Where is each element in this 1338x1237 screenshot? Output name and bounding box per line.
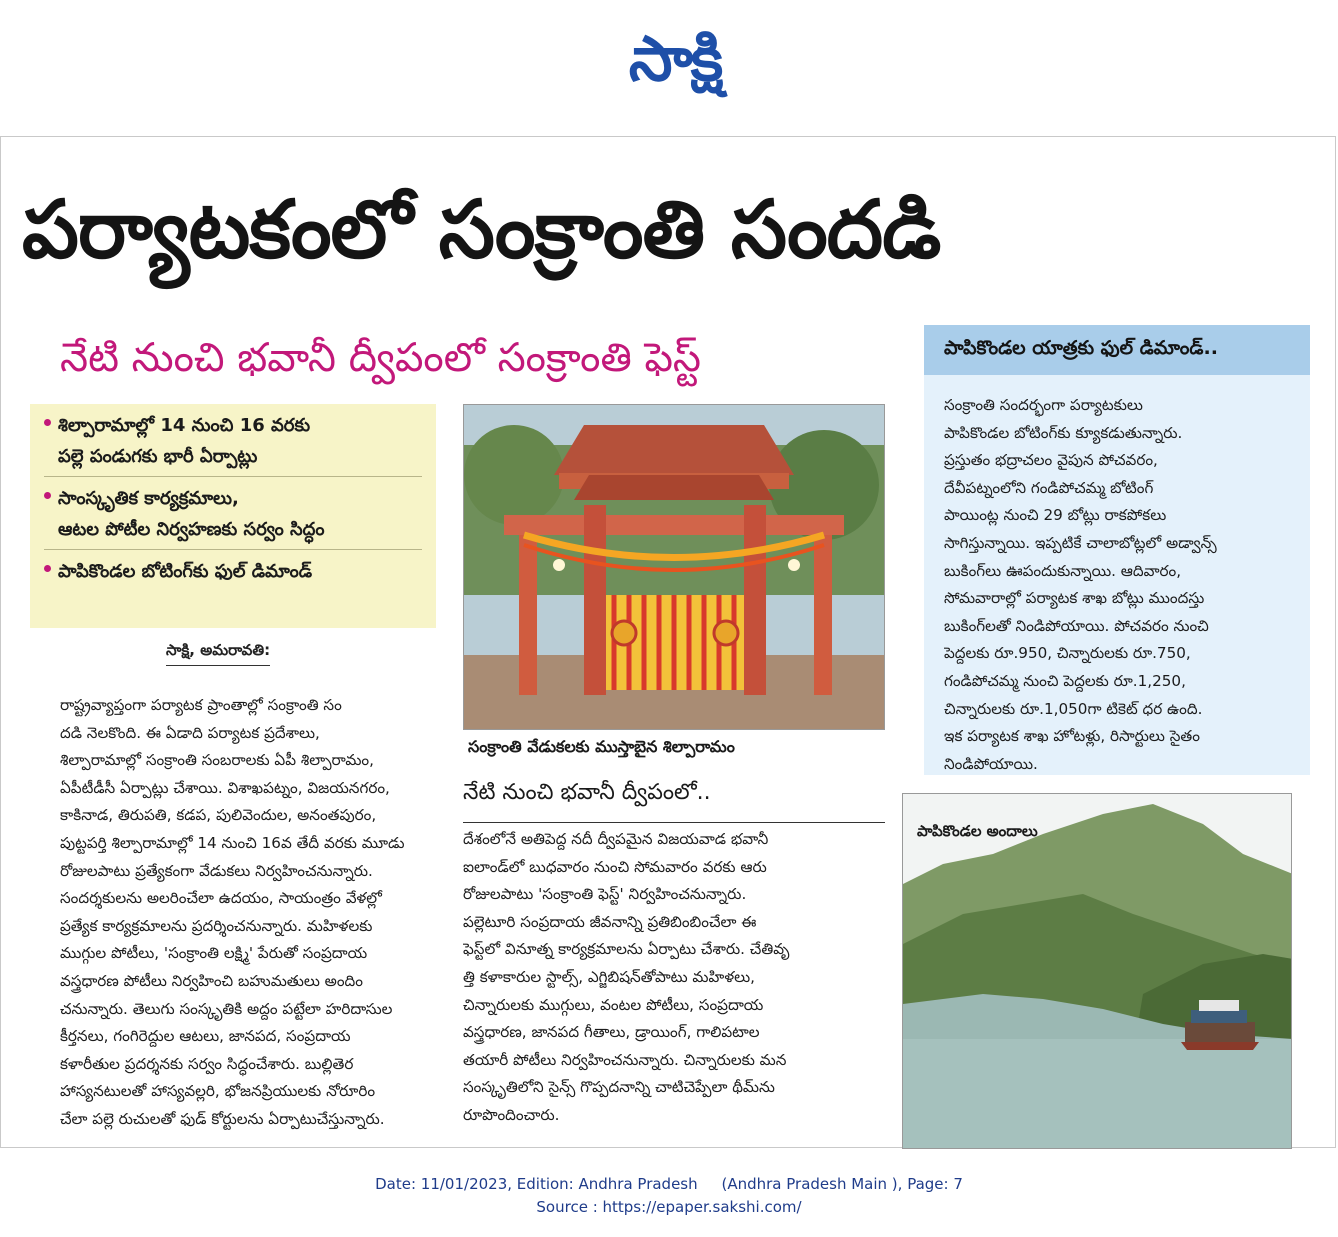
sidebar-line: బుకింగ్‌లతో నిండిపోయాయి. పోచవరం నుంచి [944, 616, 1209, 635]
article-line: సంస్కృతిలోని సైన్స్ గొప్పదనాన్ని చాటిచెప్పేలా థీమ్‌ను [463, 1078, 775, 1097]
sidebar-line: పాపికొండల బోటింగ్‌కు క్యూకడుతున్నారు. [944, 423, 1183, 442]
highlight-item [44, 483, 422, 550]
sidebar-title: పాపికొండల యాత్రకు ఫుల్ డిమాండ్.. [944, 337, 1218, 359]
byline: సాక్షి, అమరావతి: [166, 641, 270, 666]
article-line: ముగ్గుల పోటీలు, 'సంక్రాంతి లక్ష్మి' పేరుతో సంప్రదాయ [60, 944, 368, 963]
sidebar-line: దేవీపట్నంలోని గండిపోచమ్మ బోటింగ్ [944, 478, 1154, 497]
highlight-item [44, 410, 422, 477]
shilparamam-gate-photo [463, 404, 885, 730]
article-line: రోజులపాటు ప్రత్యేకంగా వేడుకలు నిర్వహించనున్నారు. [60, 861, 373, 880]
article-line: వస్త్రధారణ పోటీలు నిర్వహించి బహుమతులు అందిం [60, 971, 363, 990]
highlights-box [30, 404, 436, 628]
sidebar-header [924, 325, 1310, 375]
article-line: దేశంలోనే అతిపెద్ద నదీ ద్వీపమైన విజయవాడ భవానీ [463, 830, 769, 848]
main-article-body [60, 692, 436, 1134]
sidebar-line: ప్రస్తుతం భద్రాచలం వైపున పోచవరం, [944, 451, 1158, 470]
article-line: శిల్పారామాల్లో సంక్రాంతి సంబరాలకు ఏపీ శిల్పారామం, [60, 751, 374, 770]
highlight-line: పాపికొండల బోటింగ్‌కు ఫుల్ డిమాండ్ [58, 561, 313, 582]
article-line: దడి నెలకొంది. ఈ ఏడాది పర్యాటక ప్రదేశాలు, [60, 723, 320, 742]
article-line: ప్రత్యేక కార్యక్రమాలను ప్రదర్శించనున్నారు. మహిళలకు [60, 916, 373, 935]
article-line: త్తి కళాకారుల స్టాల్స్, ఎగ్జిబిషన్‌తోపాటు మహిళలు, [463, 967, 755, 986]
sidebar-line: పెద్దలకు రూ.950, చిన్నారులకు రూ.750, [944, 644, 1191, 663]
sidebar-body [944, 392, 1274, 778]
article-line: చేలా పల్లె రుచులతో ఫుడ్ కోర్టులను ఏర్పాటుచేస్తున్నారు. [60, 1109, 385, 1128]
article-line: ఏపీటీడీసీ ఏర్పాట్లు చేశాయి. విశాఖపట్నం, విజయనగరం, [60, 778, 390, 797]
article-line: కాకినాడ, తిరుపతి, కడప, పులివెందుల, అనంతపురం, [60, 806, 377, 825]
article-line: రూపొందించారు. [463, 1105, 560, 1124]
highlight-line: పల్లె పండుగకు భారీ ఏర్పాట్లు [58, 446, 258, 467]
sidebar-line: చిన్నారులకు రూ.1,050గా టికెట్ ధర ఉంది. [944, 699, 1203, 718]
article-line: ఐలాండ్‌లో బుధవారం నుంచి సోమవారం వరకు ఆరు [463, 857, 767, 876]
article-line: సందర్శకులను అలరించేలా ఉదయం, సాయంత్రం వేళల్లో [60, 889, 382, 908]
article-line: కళారీతుల ప్రదర్శనకు సర్వం సిద్ధంచేశారు. బుల్లితెర [60, 1054, 354, 1073]
article-line: చిన్నారులకు ముగ్గులు, వంటల పోటీలు, సంప్రదాయ [463, 995, 764, 1014]
article-line: తయారీ పోటీలు నిర్వహించనున్నారు. చిన్నారులకు మన [463, 1050, 787, 1069]
article-line: రాష్ట్రవ్యాప్తంగా పర్యాటక ప్రాంతాల్లో సంక్రాంతి సం [60, 696, 342, 714]
bullet-icon [44, 419, 51, 426]
gate-photo-caption: సంక్రాంతి వేడుకలకు ముస్తాబైన శిల్పారామం [468, 737, 735, 756]
bullet-icon [44, 565, 51, 572]
sidebar-line: బుకింగ్‌లు ఊపందుకున్నాయి. ఆదివారం, [944, 561, 1182, 580]
hills-illustration [903, 794, 1292, 1149]
article-line: చనున్నారు. తెలుగు సంస్కృతికి అద్దం పట్టేలా హరిదాసుల [60, 999, 393, 1018]
article-line: ఫెస్ట్‌లో వినూత్న కార్యక్రమాలను ఏర్పాటు చేశారు. చేతివృ [463, 940, 790, 959]
papikondalu-photo [902, 793, 1292, 1149]
bullet-icon [44, 492, 51, 499]
subheadline: నేటి నుంచి భవానీ ద్వీపంలో సంక్రాంతి ఫెస్ట్ [60, 335, 701, 381]
footer-date-edition: Date: 11/01/2023, Edition: Andhra Pradesh (Andhra Pradesh Main ), Page: 7 [375, 1175, 963, 1193]
gate-illustration [464, 405, 885, 730]
second-article-body [463, 826, 885, 1130]
sidebar-line: ఇక పర్యాటక శాఖ హోటళ్లు, రిసార్టులు సైతం [944, 727, 1200, 746]
sidebar-line: నిండిపోయాయి. [944, 754, 1038, 773]
sidebar-line: గండిపోచమ్మ నుంచి పెద్దలకు రూ.1,250, [944, 671, 1186, 690]
sidebar-line: సాగిస్తున్నాయి. ఇప్పటికే చాలాబోట్లలో అడ్వాన్స్ [944, 533, 1217, 552]
article-line: పల్లెటూరి సంప్రదాయ జీవనాన్ని ప్రతిబింబించేలా ఈ [463, 912, 757, 931]
article-line: పుట్టపర్తి శిల్పారామాల్లో 14 నుంచి 16వ తేదీ వరకు మూడు [60, 833, 405, 852]
article-line: రోజులపాటు 'సంక్రాంతి ఫెస్ట్' నిర్వహించనున్నారు. [463, 885, 747, 904]
sidebar-line: సోమవారాల్లో పర్యాటక శాఖ బోట్లు ముందస్తు [944, 589, 1205, 608]
footer-source: Source : https://epaper.sakshi.com/ [536, 1198, 802, 1216]
sidebar-line: సంక్రాంతి సందర్భంగా పర్యాటకులు [944, 396, 1143, 414]
highlight-line: శిల్పారామాల్లో 14 నుంచి 16 వరకు [58, 415, 311, 436]
masthead-logo: సాక్షి [628, 22, 722, 95]
highlight-line: ఆటల పోటీల నిర్వహణకు సర్వం సిద్ధం [58, 519, 325, 540]
sidebar-line: పాయింట్ల నుంచి 29 బోట్లు రాకపోకలు [944, 506, 1167, 525]
highlight-item [44, 556, 422, 591]
article-line: కీర్తనలు, గంగిరెద్దుల ఆటలు, జానపద, సంప్రదాయ [60, 1027, 351, 1046]
article-line: హాస్యనటులతో హాస్యవల్లరి, భోజనప్రియులకు నోరూరిం [60, 1082, 376, 1101]
article-line: వస్త్రధారణ, జానపద గీతాలు, డ్రాయింగ్, గాలిపటాల [463, 1023, 760, 1042]
hill-photo-caption: పాపికొండల అందాలు [917, 822, 1038, 840]
highlight-line: సాంస్కృతిక కార్యక్రమాలు, [58, 488, 239, 509]
headline: పర్యాటకంలో సంక్రాంతి సందడి [22, 183, 941, 276]
second-subheadline: నేటి నుంచి భవానీ ద్వీపంలో.. [463, 780, 885, 823]
